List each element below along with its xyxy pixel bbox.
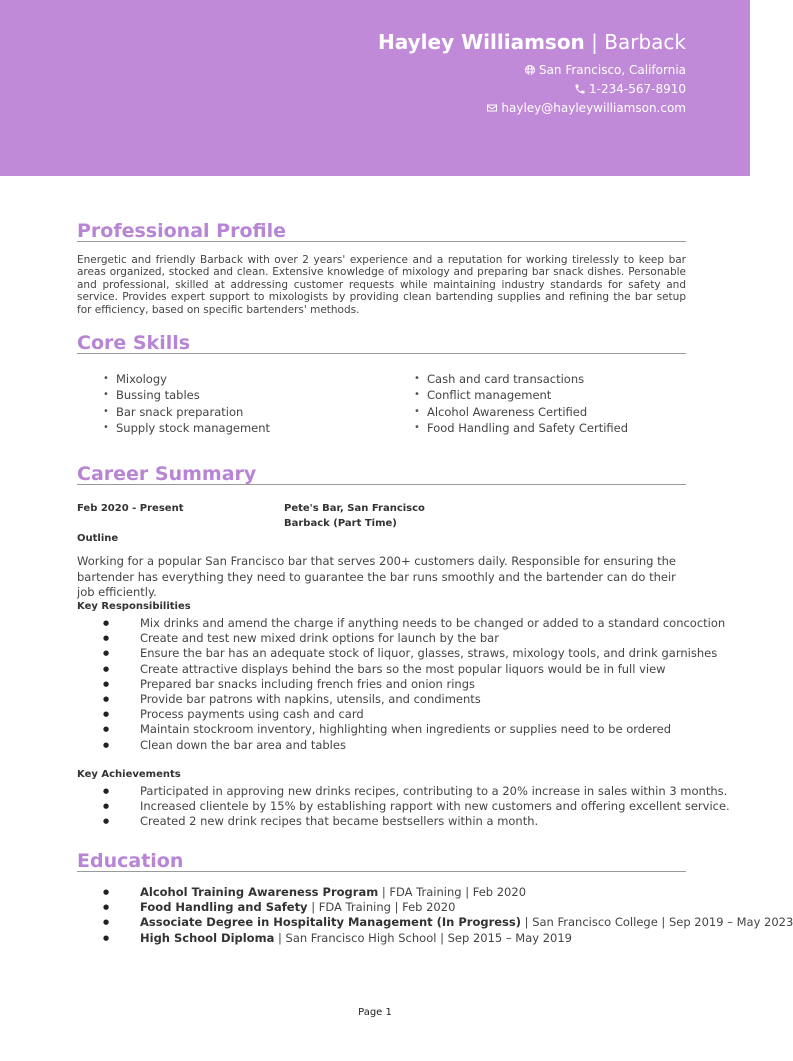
education-name: High School Diploma bbox=[140, 930, 275, 945]
job-role: Barback bbox=[604, 30, 686, 54]
skills-list-left bbox=[103, 371, 270, 436]
education-name: Alcohol Training Awareness Program bbox=[140, 885, 379, 899]
career-heading: Career Summary bbox=[77, 464, 686, 485]
header-banner bbox=[0, 0, 750, 176]
contact-location bbox=[524, 63, 686, 77]
name-separator: | bbox=[591, 30, 598, 54]
skills-list-right bbox=[414, 371, 628, 436]
skill-item: • Food Handling and Safety Certified bbox=[414, 420, 628, 436]
phone-text: 1-234-567-8910 bbox=[589, 82, 686, 96]
education-item bbox=[100, 885, 700, 900]
list-item: ● Prepared bar snacks including french fries and onion rings bbox=[100, 677, 700, 692]
education-detail: | FDA Training | Feb 2020 bbox=[378, 885, 527, 899]
education-item bbox=[100, 915, 793, 930]
education-name: Associate Degree in Hospitality Management (In Progress) bbox=[140, 915, 522, 930]
achievements-label: Key Achievements bbox=[77, 769, 181, 780]
skill-item: • Alcohol Awareness Certified bbox=[414, 404, 628, 420]
job-employer: Pete's Bar, San Francisco bbox=[284, 503, 425, 514]
skill-item: • Conflict management bbox=[414, 387, 628, 403]
contact-phone bbox=[574, 82, 686, 96]
list-item: ● Maintain stockroom inventory, highlighting when ingredients or supplies need to be ordered bbox=[100, 722, 700, 737]
skills-heading: Core Skills bbox=[77, 333, 686, 354]
location-text: San Francisco, California bbox=[538, 63, 686, 77]
skill-item: • Cash and card transactions bbox=[414, 371, 628, 387]
list-item: ● Provide bar patrons with napkins, utensils, and condiments bbox=[100, 692, 700, 707]
contact-email bbox=[486, 101, 686, 115]
list-item: ● Create and test new mixed drink options for launch by the bar bbox=[100, 631, 700, 646]
education-detail: | San Francisco High School | Sep 2015 – May 2019 bbox=[274, 930, 572, 945]
education-list bbox=[100, 885, 793, 946]
skill-item: • Mixology bbox=[103, 371, 270, 387]
education-detail: | San Francisco College | Sep 2019 – May 2023 bbox=[521, 915, 793, 930]
candidate-name: Hayley Williamson bbox=[378, 30, 585, 54]
job-dates: Feb 2020 - Present bbox=[77, 503, 184, 514]
education-item bbox=[100, 931, 700, 946]
list-item: ● Participated in approving new drinks recipes, contributing to a 20% increase in sales within 3 months. bbox=[100, 784, 700, 799]
responsibilities-label: Key Responsibilities bbox=[77, 601, 191, 612]
list-item: ● Mix drinks and amend the charge if anything needs to be changed or added to a standard concoction bbox=[100, 616, 700, 631]
list-item: ● Process payments using cash and card bbox=[100, 707, 700, 722]
education-heading: Education bbox=[77, 851, 686, 872]
skill-item: • Bussing tables bbox=[103, 387, 270, 403]
skill-item: • Bar snack preparation bbox=[103, 404, 270, 420]
page-number: Page 1 bbox=[358, 1007, 392, 1018]
email-text[interactable]: hayley@hayleywilliamson.com bbox=[501, 101, 686, 115]
education-name: Food Handling and Safety bbox=[140, 900, 308, 915]
outline-text: Working for a popular San Francisco bar that serves 200+ customers daily. Responsible for ensuring the bartender has everything they need to guarantee the bar runs smoothly and the bartender can do their job efficiently. bbox=[77, 554, 676, 599]
outline-label: Outline bbox=[77, 533, 119, 544]
list-item: ● Increased clientele by 15% by establishing rapport with new customers and offering excellent service. bbox=[100, 799, 700, 814]
envelope-icon bbox=[486, 102, 498, 114]
responsibilities-list bbox=[100, 616, 726, 753]
list-item: ● Create attractive displays behind the bars so the most popular liquors would be in full view bbox=[100, 662, 700, 677]
profile-heading: Professional Profile bbox=[77, 221, 686, 242]
education-item bbox=[100, 900, 700, 915]
job-position: Barback (Part Time) bbox=[284, 518, 397, 529]
achievements-list bbox=[100, 784, 730, 830]
list-item: ● Created 2 new drink recipes that became bestsellers within a month. bbox=[100, 814, 700, 829]
name-line bbox=[378, 30, 686, 54]
profile-text: Energetic and friendly Barback with over 2 years' experience and a reputation for working tirelessly to keep bar areas organized, stocked and clean. Extensive knowledge of mixology and preparing bar snack dishes. Personable and professional, skilled at addressing customer requests while maintaining industry standards for safety and service. Provides expert support to mixologists by providing clean bartending supplies and refining the bar setup for efficiency, based on specific bartenders' methods. bbox=[77, 254, 686, 316]
list-item: ● Clean down the bar area and tables bbox=[100, 738, 700, 753]
list-item: ● Ensure the bar has an adequate stock of liquor, glasses, straws, mixology tools, and drink garnishes bbox=[100, 646, 700, 661]
phone-icon bbox=[574, 83, 586, 95]
skill-item: • Supply stock management bbox=[103, 420, 270, 436]
education-detail: | FDA Training | Feb 2020 bbox=[307, 900, 456, 915]
globe-icon bbox=[524, 64, 536, 76]
